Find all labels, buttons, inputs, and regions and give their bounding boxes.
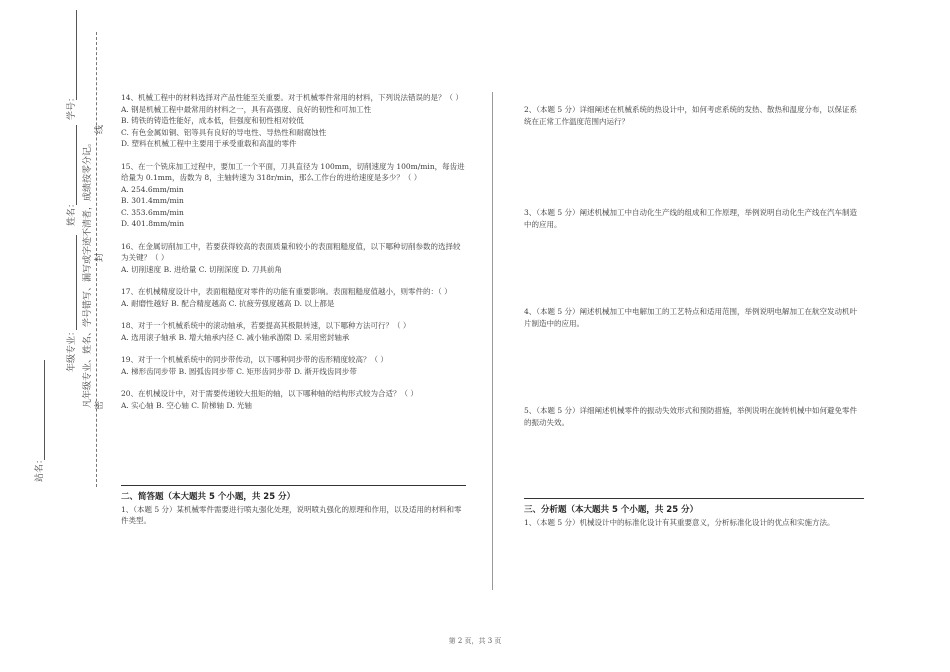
option: B. 铸铁的铸造性能好，成本低，但强度和韧性相对较低 xyxy=(121,116,304,125)
question-16 xyxy=(121,241,466,276)
name-label: 姓名： xyxy=(67,198,77,226)
option: A. 选用滚子轴承 B. 增大轴承内径 C. 减小轴承游隙 D. 采用密封轴承 xyxy=(121,332,350,342)
left-column xyxy=(121,92,466,422)
short-answer-section xyxy=(121,492,466,527)
option: C. 353.6mm/min xyxy=(121,207,184,217)
column-divider xyxy=(492,92,493,590)
exam-number-label: 学号： xyxy=(67,92,77,120)
section-divider-line xyxy=(524,498,864,499)
question-text: 3、（本题 5 分）阐述机械加工中自动化生产线的组成和工作原理，举例说明自动化生产线在汽车制造中的应用。 xyxy=(524,208,858,229)
option: A. 切削速度 B. 进给量 C. 切削深度 D. 刀具前角 xyxy=(121,264,282,274)
question-20 xyxy=(121,388,466,411)
option: A. 254.6mm/min xyxy=(121,184,184,194)
section-title: 三、分析题（本大题共 5 个小题，共 25 分） xyxy=(524,505,699,515)
question-14 xyxy=(121,92,466,150)
option: C. 有色金属如铜、铝等具有良好的导电性、导热性和耐腐蚀性 xyxy=(121,127,327,137)
binding-notice: 凡年级专业、姓名、学号错写、漏写或字迹不清者，成绩按零分记。 xyxy=(83,137,93,408)
section-divider-line xyxy=(121,485,466,486)
right-q3 xyxy=(524,207,864,230)
question-stem: 14、机械工程中的材料选择对产品性能至关重要。对于机械零件常用的材料，下列说法错误的是？（ ） xyxy=(121,93,463,102)
seal-feng: 封 xyxy=(95,252,105,262)
page-footer: 第 2 页，共 3 页 xyxy=(448,637,502,645)
name-line xyxy=(76,125,77,205)
binding-margin xyxy=(0,0,110,672)
school-label: 站名： xyxy=(35,454,45,482)
question-15 xyxy=(121,161,466,230)
analysis-section xyxy=(524,505,869,528)
option: B. 301.4mm/min xyxy=(121,196,184,205)
option: A. 钢是机械工程中最常用的材料之一，具有高强度、良好的韧性和可加工性 xyxy=(121,104,372,114)
option: A. 梯形齿同步带 B. 圆弧齿同步带 C. 矩形齿同步带 D. 渐开线齿同步带 xyxy=(121,366,357,376)
major-line xyxy=(76,235,77,330)
option: A. 实心轴 B. 空心轴 C. 阶梯轴 D. 光轴 xyxy=(121,400,252,410)
question-text: 2、（本题 5 分）详细阐述在机械系统的热设计中，如何考虑系统的发热、散热和温度分布，以保证系统在正常工作温度范围内运行？ xyxy=(524,105,858,126)
analysis-q1: 1、（本题 5 分）机械设计中的标准化设计有其重要意义，分析标准化设计的优点和实施方法。 xyxy=(524,517,835,527)
section-title: 二、简答题（本大题共 5 个小题，共 25 分） xyxy=(121,492,296,502)
option: D. 塑料在机械工程中主要用于承受重载和高温的零件 xyxy=(121,139,297,148)
question-stem: 20、在机械设计中，对于需要传递较大扭矩的轴，以下哪种轴的结构形式较为合适？（ ） xyxy=(121,389,418,398)
question-stem: 16、在金属切削加工中，若要获得较高的表面质量和较小的表面粗糙度值，以下哪种切削参数的选择较为关键？（ ） xyxy=(121,241,461,262)
question-text: 5、（本题 5 分）详细阐述机械零件的振动失效形式和预防措施，举例说明在旋转机械中如何避免零件的振动失效。 xyxy=(524,406,858,427)
seal-mi: 密 xyxy=(95,400,105,410)
seal-xian: 线 xyxy=(95,124,105,134)
question-stem: 17、在机械精度设计中，表面粗糙度对零件的功能有重要影响。表面粗糙度值越小，则零件的：（ ） xyxy=(121,287,452,296)
question-stem: 19、对于一个机械系统中的同步带传动，以下哪种同步带的齿形精度较高？（ ） xyxy=(121,355,388,364)
exam-number-line xyxy=(76,10,77,100)
short-answer-q1: 1、（本题 5 分）某机械零件需要进行喷丸强化处理，说明喷丸强化的原理和作用，以及适用的材料和零件类型。 xyxy=(121,504,462,525)
option: D. 401.8mm/min xyxy=(121,219,185,228)
right-q4 xyxy=(524,306,864,329)
right-q5 xyxy=(524,405,864,428)
question-stem: 18、对于一个机械系统中的滚动轴承，若要提高其极限转速，以下哪种方法可行？（ ） xyxy=(121,321,411,330)
major-label: 年级专业： xyxy=(67,326,77,372)
right-q2 xyxy=(524,104,864,127)
question-text: 4、（本题 5 分）阐述机械加工中电解加工的工艺特点和适用范围，举例说明电解加工在航空发动机叶片制造中的应用。 xyxy=(524,307,858,328)
option: A. 耐磨性越好 B. 配合精度越高 C. 抗疲劳强度越高 D. 以上都是 xyxy=(121,298,335,308)
school-line xyxy=(44,360,45,460)
question-17 xyxy=(121,286,466,309)
question-stem: 15、在一个铣床加工过程中，要加工一个平面，刀具直径为 100mm，切削速度为 100m/min，每齿进给量为 0.1mm，齿数为 8，主轴转速为 318r/min，那么工作台的进给速度是多少？（ ） xyxy=(121,161,465,182)
question-18 xyxy=(121,320,466,343)
question-19 xyxy=(121,354,466,377)
